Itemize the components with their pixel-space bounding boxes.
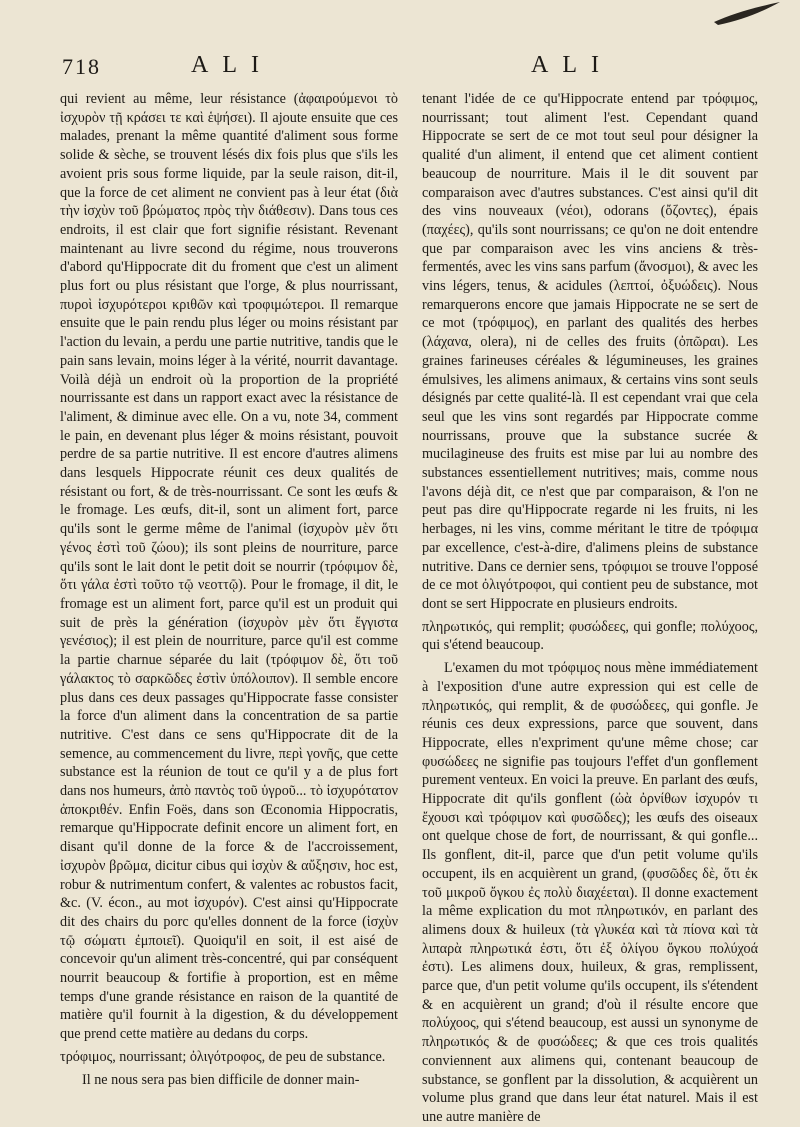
left-column (60, 90, 398, 1089)
right-column (422, 90, 758, 1127)
left-paragraph-2: Il ne nous sera pas bien difficile de donner main- (82, 1071, 360, 1088)
ink-stroke-mark (712, 0, 782, 28)
right-paragraph-2: L'examen du mot τρόφιμος nous mène immédiatement à l'exposition d'une autre expression qui est celle de πληρωτικός, qui remplit, & de φυσώδεες, qui gonfle. Je réunis ces deux expressions, parce que souvent, dans Hippocrate, elles n'expriment qu'une même chose; car φυσώδεες ne signifie pas toujours l'effet d'un gonflement purement venteux. En voici la preuve. En parlant des œufs, Hippocrate dit qu'ils gonflent (ὠὰ ὀρνίθων ἰσχυρόν τι ἔχουσι καὶ τρόφιμον καὶ φυσῶδες); les œufs des oiseaux ont quelque chose de fort, de nourrissant, & qui gonfle... Ils gonflent, dit-il, parce que d'un petit volume qu'ils occupent, ils en acquièrent un grand, (φυσῶδες δὲ, ὅτι ἐκ τοῦ μικροῦ ὄγκου ἐς πολὺ διαχέεται). Il donne exactement la même explication du mot πληρωτικόν, en parlant des alimens doux & huileux (τὰ γλυκέα καὶ τὰ πίονα καὶ τὰ λιπαρὰ πληρωτικά ἐστι, ὅτι ἐξ ὀλίγου ὄγκου πολύχοά ἐστι). Les alimens doux, huileux, & gras, remplissent, parce que, d'un petit volume qu'ils occupent, ils s'étendent & en acquièrent un grand; d'où il résulte encore que πολύχοος, qui s'étend beaucoup, est aussi un synonyme de πληρωτικός & de φυσώδεες; & que ces trois qualités conviennent aux alimens qui, contenant beaucoup de substance, se gonflent par la dissolution, & acquièrent un volume plus grand que dans leur état naturel. Mais il est une autre manière de (422, 660, 758, 1125)
page-number: 718 (62, 54, 101, 79)
right-paragraph-1: tenant l'idée de ce qu'Hippocrate entend par τρόφιμος, nourrissant; tout aliment l'est. Cependant quand Hippocrate se sert de ce mot tout seul pour désigner la qualité d'un aliment, il entend que cet aliment contient beaucoup de nourriture. Mais il le dit souvent par comparaison avec d'autres substances. C'est ainsi qu'il dit des vins nouveaux (νέοι), odorans (ὄζοντες), épais (παχέες), qu'ils sont nourrissans; ce qu'on ne doit entendre que par comparaison avec les vins anciens & très-fermentés, avec les vins sans parfum (ἄνοσμοι), & avec les vins légers, tenus, & acidules (λεπτοί, ὀξυώδεις). Nous remarquerons encore que jamais Hippocrate ne se sert de ce mot (τρόφιμος), en parlant des qualités des herbes (λάχανα, olera), ni de celles des fruits (ὀπῶραι). Les graines farineuses céréales & légumineuses, les graines émulsives, les alimens animaux, & certains vins sont seuls désignés par cette qualité-là. Il est cependant vrai que cela seul que les vins sont regardés par Hippocrate comme nourrissans, prouve que la substance sucrée & mucilagineuse des fruits est mise par lui au nombre des substances essentiellement nutritives; mais, comme nous l'avons déjà dit, ce n'est que par comparaison, & l'on ne peut pas dire qu'Hippocrate regarde ni les fruits, ni les herbages, ni les vins, comme méritant le titre de τρόφιμα par excellence, c'est-à-dire, d'alimens pleins de substance nutritive. Dans ce dernier sens, τρόφιμοι se trouve l'opposé de ce mot ὀλιγότροφοι, qui contient peu de substance, mot dont se sert Hippocrate en plusieurs endroits. (422, 91, 758, 612)
right-lemma: πληρωτικός, qui remplit; φυσώδεες, qui gonfle; πολύχοος, qui s'étend beaucoup. (422, 618, 758, 654)
left-paragraph-1: qui revient au même, leur résistance (ἀφαιρούμενοι τὸ ἰσχυρὸν τῇ κράσει τε καὶ ἑψήσει). Il ajoute ensuite que ces malades, prenant la même quantité d'aliment sous forme solide & sèche, se trouvent lésés dix fois plus que s'ils les avoient pris sous forme liquide, par la seule raison, dit-il, que la force de cet aliment ne convient pas à leur état (διὰ τὴν ἰσχὺν τοῦ βρώματος πρὸς τὴν διάθεσιν). Dans tous ces endroits, il est clair que fort signifie résistant. Revenant maintenant au livre second du régime, nous trouverons d'abord qu'Hippocrate dit du froment que c'est un aliment plus fort ou plus résistant que l'orge, & plus nourrissant, πυροὶ ἰσχυρότεροι κριθῶν καὶ τροφιμώτεροι. Il remarque ensuite que le pain rendu plus léger ou moins résistant par l'action du levain, a perdu une partie nutritive, tandis que le pain sans levain, moins léger à la vérité, nourrit davantage. Voilà déjà un endroit où la proportion de la propriété nourrissante est dans un rapport exact avec la résistance de l'aliment, & diminue avec elle. On a vu, note 34, comment le pain, en devenant plus léger & moins résistant, pouvoit perdre de sa partie nutritive. Il est encore d'autres alimens dans lesquels Hippocrate réunit ces deux qualités de résistant ou fort, & de très-nourrissant. Ce sont les œufs & le fromage. Les œufs, dit-il, sont un aliment fort, parce qu'ils sont le germe même de l'animal (ἰσχυρὸν μὲν ὅτι γένος ἐστὶ τοῦ ζώου); ils sont pleins de nourriture, parce qu'ils sont le lait dont le petit doit se nourrir (τρόφιμον δὲ, ὅτι γάλα ἐστὶ τοῦτο τῷ νεοττῷ). Pour le fromage, il dit, le fromage est un aliment fort, parce qu'il est un produit qui suit de près la génération (ἰσχυρὸν μὲν ὅτι ἔγγιστα γενέσιος); il est plein de nourriture, parce qu'il est comme la partie charnue séparée du lait (τρόφιμον δὲ, ὅτι τοῦ γάλακτος τὸ σαρκῶδες ἐστὶν ὑπόλοιπον). Il semble encore plus dans ces deux passages qu'Hippocrate fasse consister la force d'un aliment dans la concentration de sa partie nutritive. C'est dans ce sens qu'Hippocrate dit de la semence, au commencement du livre, περὶ γονῆς, que cette substance est la réunion de tout ce qu'il y a de plus fort dans nos humeurs, ἀπὸ παντὸς τοῦ ὑγροῦ... τὸ ἰσχυρότατον ἀποκριθέν. Enfin Foës, dans son Œconomia Hippocratis, remarque qu'Hippocrate definit encore un aliment fort, en disant qu'il donne de la force & de l'accroissement, ἰσχυρὸν βρῶμα, dicitur cibus qui ἰσχὺν & αὔξησιν, hoc est, robur & nutrimentum confert, & valentes ac robustos facit, &c. (V. écon., au mot ἰσχυρόν). C'est ainsi qu'Hippocrate dit des chairs du porc qu'elles donnent de la force (ἰσχὺν τῷ σώματι ἐμποιεῖ). Quoiqu'il en soit, il est aisé de concevoir qu'un aliment très-concentré, qui par conséquent nourrit beaucoup & fortifie à proportion, est en même temps d'une grande résistance en raison de la quantité de matière qu'il fournit à la digestion, & du développement que prend cette matière au dedans du corps. (60, 91, 398, 1043)
running-head-left: ALI (191, 52, 273, 78)
running-head-right: ALI (531, 52, 613, 78)
left-lemma: τρόφιμος, nourrissant; ὀλιγότροφος, de peu de substance. (60, 1048, 386, 1065)
page-header (62, 48, 742, 88)
